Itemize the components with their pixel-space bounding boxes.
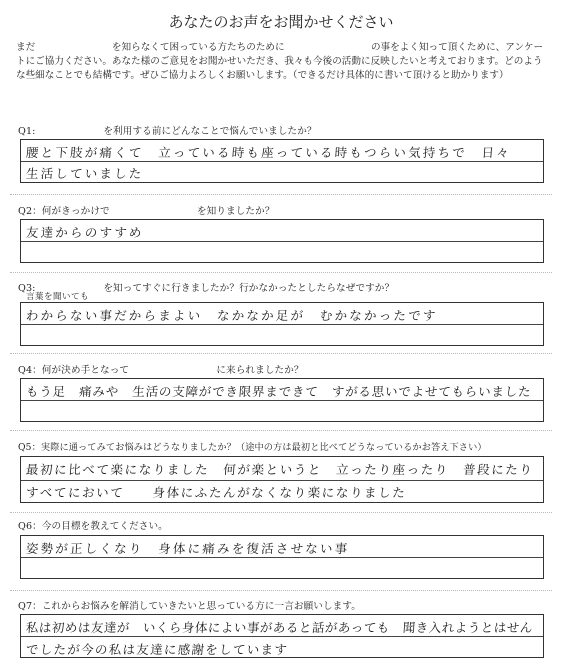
answer-line	[21, 241, 543, 242]
section-divider	[10, 272, 552, 273]
answer-7-line-2: でしたが今の私は友達に感謝をしています	[25, 642, 289, 657]
answer-7-line-1: 私は初めは友達が いくら身体によい事があると話があっても 聞き入れようとはせん	[25, 620, 534, 635]
question-2-label: Q2：何がきっかけで を知りましたか？	[18, 206, 275, 217]
answer-line	[21, 636, 543, 637]
question-4-label: Q4：何が決め手となって に来られましたか？	[18, 365, 304, 376]
answer-3-line-1: わからない事だからまよい なかなか足が むかなかったです	[25, 308, 439, 323]
answer-1-line-1: 腰と下肢が痛くて 立っている時も座っている時もつらい気持ちで 日々	[25, 145, 512, 160]
answer-line	[21, 480, 543, 481]
survey-title: あなたのお声をお聞かせください	[168, 13, 394, 31]
answer-2-line-1: 友達からのすすめ	[25, 225, 145, 240]
survey-intro: まだ を知らなくて困っている方たちのために の事をよく知って頂くために、アンケートにご協力ください。あなた様のご意見をお聞かせいただき、我々も今後の活動に反映したいと考えております。どのような些細なことでも結構です。ぜひご協力よろしくお願いします。（できるだけ具体的に書いて頂けると助かります）	[16, 42, 544, 81]
question-5-label: Q5：実際に通ってみてお悩みはどうなりましたか？（途中の方は最初と比べてどうなっているかお答え下さい）	[18, 442, 487, 453]
answer-line	[21, 161, 543, 162]
answer-5-line-1: 最初に比べて楽になりました 何が楽というと 立ったり座ったり 普段にたり	[25, 462, 535, 477]
answer-5-line-2: すべてにおいて 身体にふたんがなくなり楽になりました	[25, 485, 407, 500]
answer-line	[21, 557, 543, 558]
question-7-label: Q7：これからお悩みを解消していきたいと思っている方に一言お願いします。	[18, 601, 361, 612]
answer-1-line-2: 生活していました	[25, 166, 145, 181]
section-divider	[10, 430, 552, 431]
answer-line	[21, 324, 543, 325]
answer-6-line-1: 姿勢が正しくなり 身体に痛みを復活させない事	[25, 541, 350, 556]
answer-3-note: 言葉を聞いても	[26, 292, 90, 302]
section-divider	[10, 512, 552, 513]
section-divider	[10, 194, 552, 195]
answer-4-line-1: もう足 痛みや 生活の支障ができ限界まできて すがる思いでよせてもらいました	[25, 384, 532, 399]
question-1-label: Q1: を利用する前にどんなことで悩んでいましたか？	[18, 126, 317, 137]
section-divider	[10, 590, 552, 591]
answer-line	[21, 400, 543, 401]
question-6-label: Q6：今の目標を教えてください。	[18, 521, 168, 532]
question-3-label: Q3: を知ってすぐに行きましたか？行かなかったとしたらなぜですか？	[18, 283, 395, 294]
section-divider	[10, 353, 552, 354]
